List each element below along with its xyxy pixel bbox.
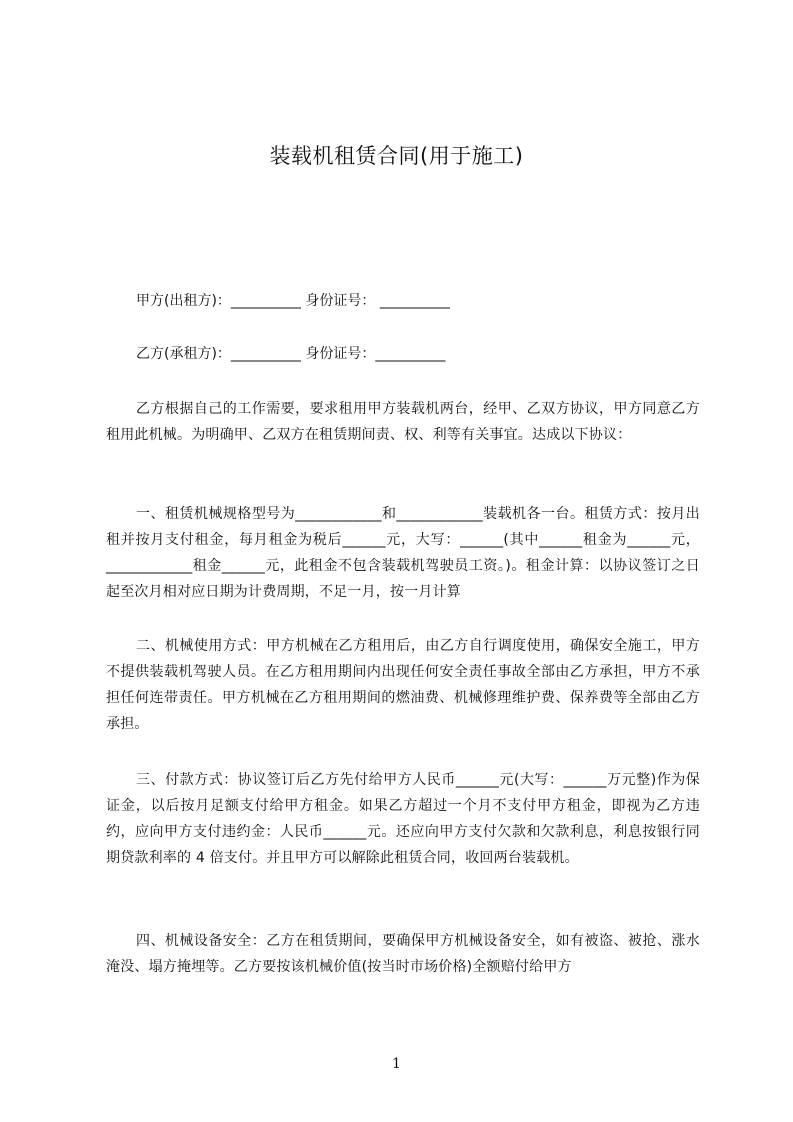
page-number: 1 [392,1056,401,1072]
clause-2-usage: 二、机械使用方式：甲方机械在乙方租用后，由乙方自行调度使用，确保安全施工，甲方不提供装载机驾驶人员。在乙方租用期间内出现任何安全责任事故全部由乙方承担，甲方不承担任何连带责任。甲方机械在乙方租用期间的燃油费、机械修理维护费、保养费等全部由乙方承担。 [106,638,700,732]
intro-paragraph: 乙方根据自己的工作需要，要求租用甲方装载机两台，经甲、乙双方协议，甲方同意乙方租用此机械。为明确甲、乙双方在租赁期间责、权、利等有关事宜。达成以下协议： [106,401,700,443]
party-b-line: 乙方(承租方)：__________ 身份证号：__________ [136,346,446,362]
party-a-line: 甲方(出租方)：__________ 身份证号： __________ [136,293,450,309]
clause-3-payment: 三、付款方式：协议签订后乙方先付给甲方人民币______元(大写：______万元整)作为保证金，以后按月足额支付给甲方租金。如果乙方超过一个月不支付甲方租金，即视为乙方违约，应向甲方支付违约金：人民币______元。还应向甲方支付欠款和欠款利息，利息按银行同期贷款利率的 4 倍支付。并且甲方可以解除此租赁合同，收回两台装载机。 [106,772,700,866]
clause-4-equipment-safety: 四、机械设备安全：乙方在租赁期间，要确保甲方机械设备安全，如有被盗、被抢、涨水淹没、塌方掩埋等。乙方要按该机械价值(按当时市场价格)全额赔付给甲方 [106,933,700,975]
document-title: 装载机租赁合同(用于施工) [269,144,524,168]
clause-1-rental-terms: 一、租赁机械规格型号为____________和____________装载机各一台。租赁方式：按月出租并按月支付租金，每月租金为税后______元，大写：______(其中______租金为______元，____________租金______元，此租金不包含装载机驾驶员工资。)。租金计算：以协议签订之日起至次月相对应日期为计费周期，不足一月，按一月计算 [106,506,700,600]
